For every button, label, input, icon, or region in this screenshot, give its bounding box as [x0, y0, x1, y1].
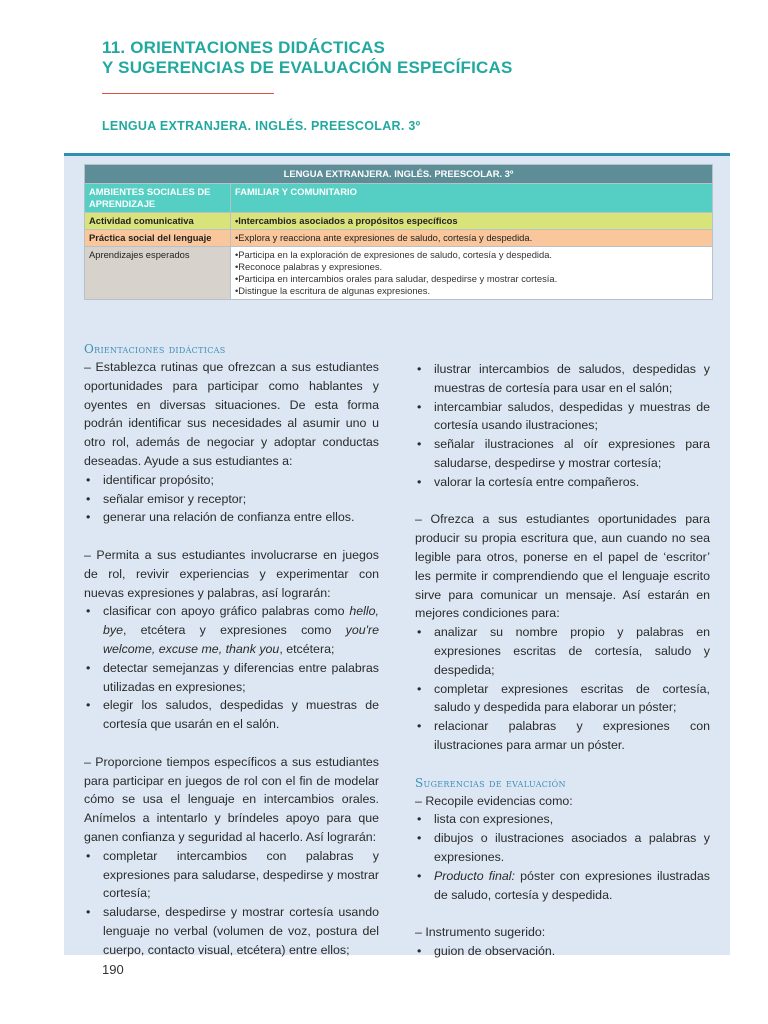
- bullet-list: [415, 810, 710, 904]
- table-row: [85, 184, 713, 213]
- title-line-2: Y SUGERENCIAS DE EVALUACIÓN ESPECÍFICAS: [102, 58, 513, 77]
- aprendizaje-item: •Distingue la escritura de algunas expresiones.: [235, 285, 431, 296]
- list-text-italic: you're welcome, excuse me, thank you: [103, 623, 379, 656]
- list-item: • completar intercambios con palabras y expresiones para saludarse, despedirse y mostrar cortesía;: [84, 847, 379, 903]
- list-item: • saludarse, despedirse y mostrar cortesía usando lenguaje no verbal (volumen de voz, postura del cuerpo, contacto visual, etcétera) entre ellos;: [84, 903, 379, 959]
- list-item: • detectar semejanzas y diferencias entre palabras utilizadas en expresiones;: [84, 659, 379, 697]
- list-item: • analizar su nombre propio y palabras en expresiones escritas de cortesía, saludo y despedida;: [415, 623, 710, 679]
- list-item: • señalar emisor y receptor;: [84, 490, 379, 509]
- list-item: • guion de observación.: [415, 942, 710, 961]
- table-row: [85, 247, 713, 300]
- table-row: [85, 213, 713, 230]
- list-item: [415, 867, 710, 905]
- list-item: • dibujos o ilustraciones asociados a palabras y expresiones.: [415, 829, 710, 867]
- aprendizaje-item: •Reconoce palabras y expresiones.: [235, 261, 383, 272]
- table-header-row: [85, 165, 713, 184]
- list-item: • ilustrar intercambios de saludos, despedidas y muestras de cortesía para usar en el salón;: [415, 360, 710, 398]
- title-divider: [102, 93, 274, 94]
- list-text-italic: hello, bye: [103, 604, 379, 638]
- paragraph: – Instrumento sugerido:: [415, 925, 546, 940]
- paragraph: – Recopile evidencias como:: [415, 793, 573, 808]
- list-text: clasificar con apoyo gráfico palabras como: [103, 604, 350, 619]
- list-item: • señalar ilustraciones al oír expresiones para saludarse, despedirse y mostrar cortesía;: [415, 435, 710, 473]
- list-item: • completar expresiones escritas de cortesía, saludo y despedida para elaborar un póster;: [415, 680, 710, 718]
- list-item: • identificar propósito;: [84, 471, 379, 490]
- aprendizajes-value: [231, 247, 713, 300]
- paragraph: – Proporcione tiempos específicos a sus estudiantes para participar en juegos de rol con el fin de modelar cómo se usa el lenguaje en intercambios orales. Anímelos a intentarlo y bríndeles apoyo para que ganen confianza y seguridad al hacerlo. Así lograrán:: [84, 754, 379, 844]
- page-number: 190: [102, 962, 124, 977]
- page-title: [102, 38, 662, 78]
- spacer: [415, 904, 710, 923]
- aprendizaje-item: •Participa en la exploración de expresiones de saludo, cortesía y despedida.: [235, 249, 553, 260]
- right-column: [415, 360, 710, 961]
- list-text: , etcétera;: [279, 641, 335, 656]
- bullet-list: [84, 471, 379, 527]
- list-text: póster con expresiones ilustradas de saludo, cortesía y despedida.: [434, 868, 710, 902]
- paragraph: – Permita a sus estudiantes involucrarse en juegos de rol, revivir experiencias y experimentar con nuevas expresiones y palabras, así lograrán:: [84, 547, 379, 600]
- actividad-value: •Intercambios asociados a propósitos específicos: [231, 213, 713, 230]
- ambientes-value: FAMILIAR Y COMUNITARIO: [231, 184, 713, 213]
- bullet-list: [415, 360, 710, 492]
- section-subtitle: LENGUA EXTRANJERA. INGLÉS. PREESCOLAR. 3º: [102, 119, 421, 133]
- evaluacion-heading: Sugerencias de evaluación: [415, 775, 566, 790]
- practica-value: •Explora y reacciona ante expresiones de saludo, cortesía y despedida.: [231, 230, 713, 247]
- curriculum-table: [84, 164, 713, 300]
- aprendizaje-item: •Participa en intercambios orales para saludar, despedirse y mostrar cortesía.: [235, 273, 558, 284]
- list-item: • relacionar palabras y expresiones con ilustraciones para armar un póster.: [415, 717, 710, 755]
- bullet-list: [84, 847, 379, 960]
- table-row: [85, 230, 713, 247]
- list-item: [84, 602, 379, 658]
- practica-label: Práctica social del lenguaje: [85, 230, 231, 247]
- aprendizajes-label: Aprendizajes esperados: [85, 247, 231, 300]
- bullet-list: [415, 623, 710, 755]
- list-item: • intercambiar saludos, despedidas y muestras de cortesía usando ilustraciones;: [415, 398, 710, 436]
- orientaciones-heading: Orientaciones didácticas: [84, 342, 226, 356]
- table-header: LENGUA EXTRANJERA. INGLÉS. PREESCOLAR. 3º: [85, 165, 713, 184]
- left-column: [84, 340, 379, 960]
- list-item: • elegir los saludos, despedidas y muestras de cortesía que usarán en el salón.: [84, 696, 379, 734]
- list-text: , etcétera y expresiones como: [122, 623, 346, 638]
- title-line-1: 11. ORIENTACIONES DIDÁCTICAS: [102, 38, 385, 57]
- bullet-list: [84, 602, 379, 734]
- paragraph: – Ofrezca a sus estudiantes oportunidades para producir su propia escritura que, aun cuando no sea legible para otros, ponerse en el papel de ‘escritor’ les permite ir comprendiendo que el lenguaje escrito sirve para comunicar un mensaje. Así estarán en mejores condiciones para:: [415, 512, 710, 621]
- list-text-italic: Producto final:: [434, 868, 515, 883]
- list-item: • valorar la cortesía entre compañeros.: [415, 473, 710, 492]
- list-item: • lista con expresiones,: [415, 810, 710, 829]
- spacer: [84, 734, 379, 753]
- actividad-label: Actividad comunicativa: [85, 213, 231, 230]
- list-item: • generar una relación de confianza entre ellos.: [84, 508, 379, 527]
- spacer: [415, 492, 710, 511]
- spacer: [84, 527, 379, 546]
- ambientes-label: AMBIENTES SOCIALES DE APRENDIZAJE: [85, 184, 231, 213]
- spacer: [415, 755, 710, 774]
- bullet-list: [415, 942, 710, 961]
- paragraph: – Establezca rutinas que ofrezcan a sus estudiantes oportunidades para participar como hablantes y oyentes en diversas situaciones. De esta forma podrán identificar sus necesidades al asumir uno u otro rol, además de negociar y adoptar conductas deseadas. Ayude a sus estudiantes a:: [84, 360, 379, 468]
